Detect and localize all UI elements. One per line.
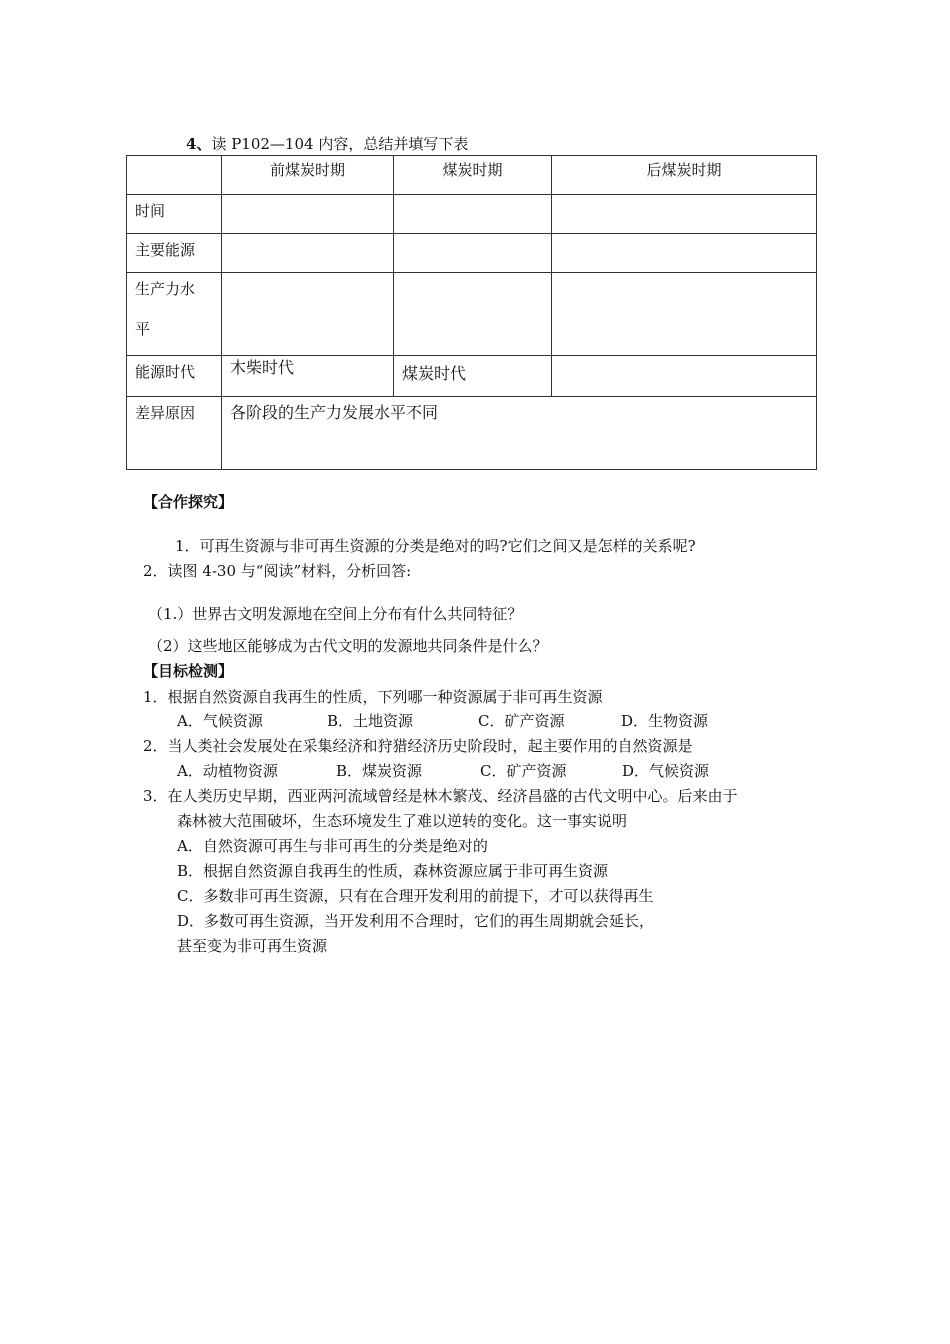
row-label: 时间 — [127, 195, 222, 234]
table-header-cell: 后煤炭时期 — [552, 156, 817, 195]
question-1-option-b: B．土地资源 — [327, 712, 414, 730]
row-label — [127, 273, 222, 356]
task4-text: 读 P102—104 内容，总结并填写下表 — [211, 135, 469, 153]
row-label: 主要能源 — [127, 234, 222, 273]
row-label-text: 生产力水平 — [135, 280, 196, 338]
task4-number: 4、 — [186, 135, 212, 153]
goal-check-heading: 【目标检测】 — [143, 662, 234, 680]
table-row — [127, 195, 817, 234]
question-2-option-b: B．煤炭资源 — [336, 762, 423, 780]
table-cell: 木柴时代 — [222, 356, 394, 397]
cooperative-heading: 【合作探究】 — [143, 493, 234, 511]
summary-table — [126, 155, 817, 470]
question-3-stem-line-1: 3．在人类历史早期，西亚两河流域曾经是林木繁茂、经济昌盛的古代文明中心。后来由于 — [143, 787, 738, 805]
table-row — [127, 273, 817, 356]
question-2-stem: 2．当人类社会发展处在采集经济和狩猎经济历史阶段时，起主要作用的自然资源是 — [143, 737, 693, 755]
question-1-option-d: D．生物资源 — [621, 712, 709, 730]
table-cell — [394, 273, 552, 356]
question-3-option-c: C．多数非可再生资源，只有在合理开发利用的前提下，才可以获得再生 — [177, 887, 654, 905]
table-row — [127, 356, 817, 397]
question-3-stem-line-2: 森林被大范围破坏，生态环境发生了难以逆转的变化。这一事实说明 — [177, 812, 628, 830]
merged-cell: 各阶段的生产力发展水平不同 — [222, 397, 817, 470]
table-header-cell — [127, 156, 222, 195]
question-2-option-a: A．动植物资源 — [177, 762, 278, 780]
table-header-row — [127, 156, 817, 195]
question-3-option-b: B．根据自然资源自我再生的性质，森林资源应属于非可再生资源 — [177, 862, 609, 880]
task4-instruction — [186, 134, 468, 154]
table-cell — [552, 356, 817, 397]
table-cell — [222, 273, 394, 356]
question-1-stem: 1．根据自然资源自我再生的性质，下列哪一种资源属于非可再生资源 — [143, 688, 603, 706]
cooperative-subquestion-2: （2）这些地区能够成为古代文明的发源地共同条件是什么？ — [148, 637, 548, 655]
table-cell — [222, 234, 394, 273]
table-header-cell: 煤炭时期 — [394, 156, 552, 195]
question-3-option-a: A．自然资源可再生与非可再生的分类是绝对的 — [177, 837, 488, 855]
table-cell: 煤炭时代 — [394, 356, 552, 397]
row-label: 差异原因 — [127, 397, 222, 470]
table-cell — [222, 195, 394, 234]
question-1-option-a: A．气候资源 — [177, 712, 263, 730]
table-row — [127, 397, 817, 470]
table-cell — [552, 234, 817, 273]
table-cell — [394, 195, 552, 234]
question-3-option-d-line-2: 甚至变为非可再生资源 — [177, 937, 328, 955]
table-header-cell: 前煤炭时期 — [222, 156, 394, 195]
question-1-option-c: C．矿产资源 — [478, 712, 565, 730]
table-cell — [552, 195, 817, 234]
cooperative-subquestion-1: （1.）世界古文明发源地在空间上分布有什么共同特征？ — [148, 605, 523, 623]
question-2-option-d: D．气候资源 — [622, 762, 710, 780]
cooperative-question-2: 2．读图 4-30 与“阅读”材料，分析回答: — [143, 562, 412, 580]
question-3-option-d-line-1: D．多数可再生资源，当开发利用不合理时，它们的再生周期就会延长， — [177, 912, 655, 930]
cooperative-question-1: 1．可再生资源与非可再生资源的分类是绝对的吗?它们之间又是怎样的关系呢? — [175, 537, 696, 555]
table-cell — [394, 234, 552, 273]
question-2-option-c: C．矿产资源 — [480, 762, 567, 780]
table-cell — [552, 273, 817, 356]
table-row — [127, 234, 817, 273]
row-label: 能源时代 — [127, 356, 222, 397]
